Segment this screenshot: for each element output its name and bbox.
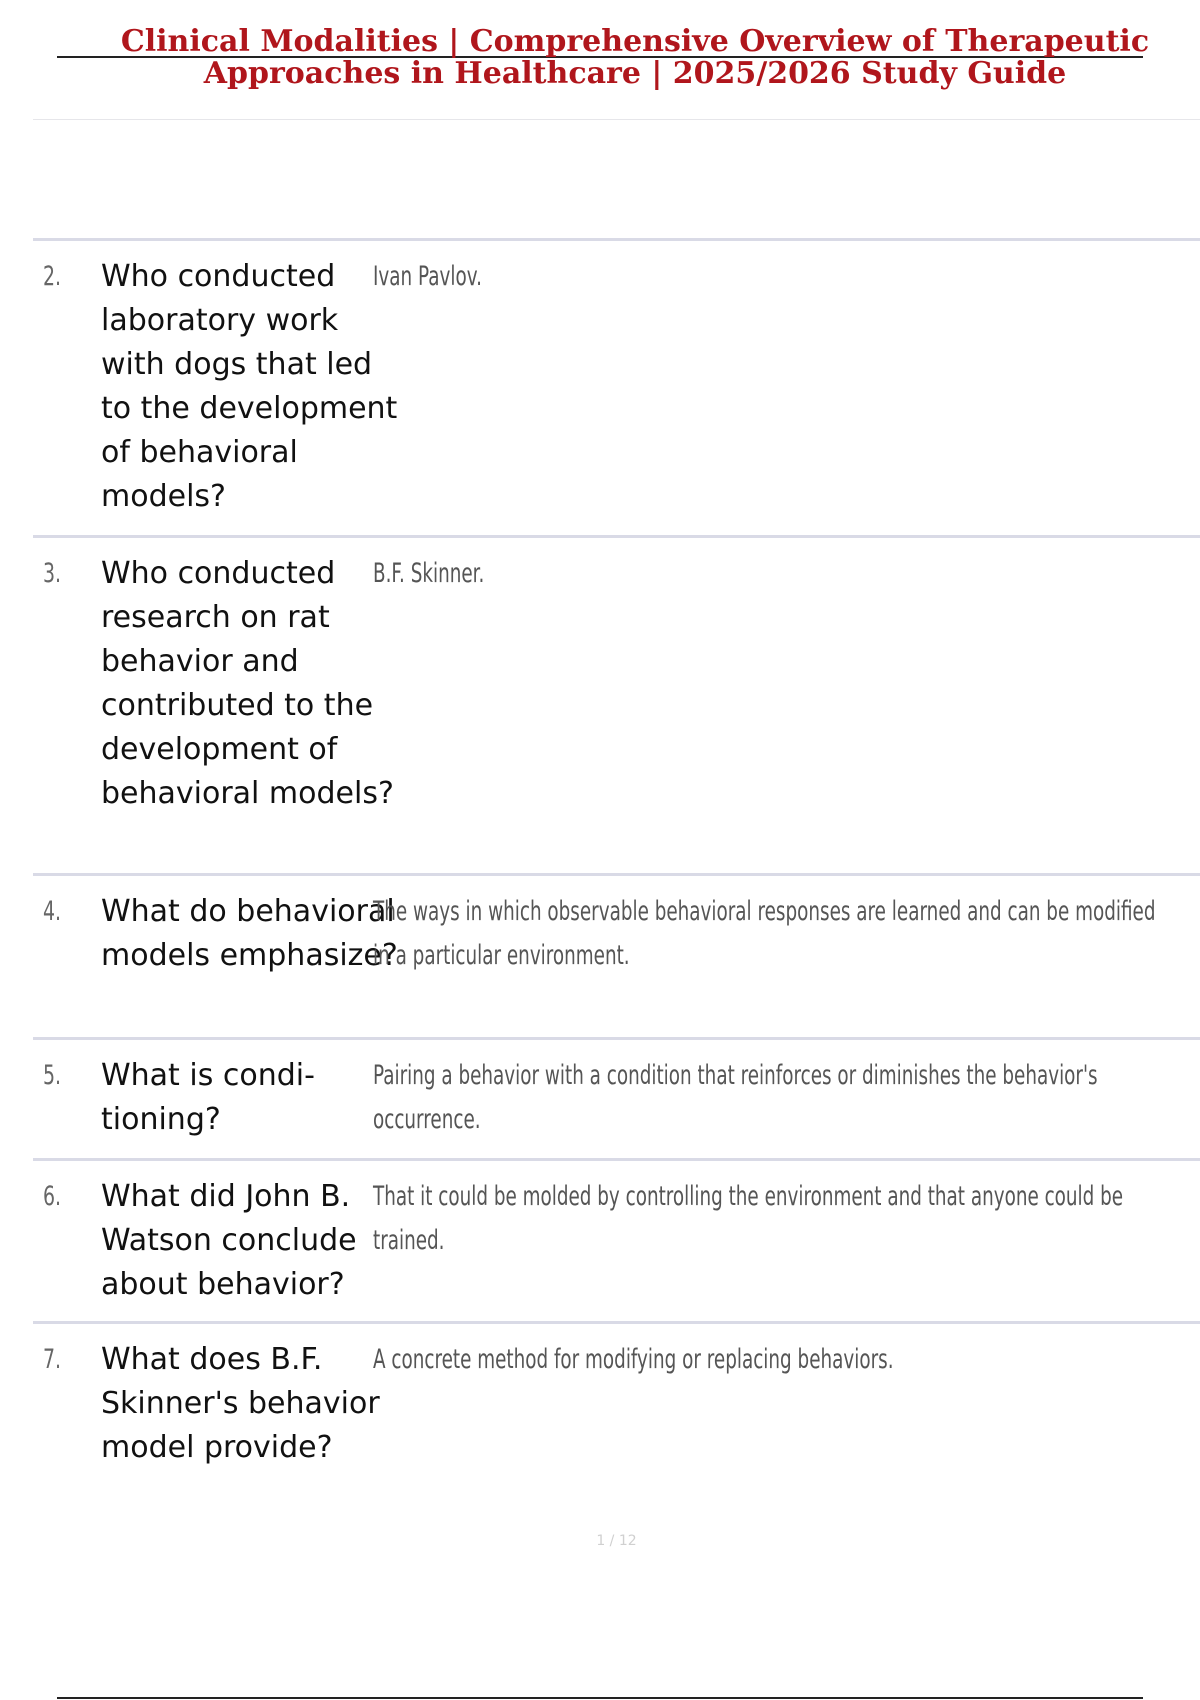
qa-table [33, 238, 1200, 1531]
title-divider [33, 119, 1200, 120]
page-number: 1 / 12 [596, 1533, 637, 1549]
answer-text: Pairing a behavior with a condition that reinforces or diminishes the behavior's occurrence. [373, 1060, 1098, 1135]
question-text: What did John B. Watson conclude about behavior? [101, 1179, 357, 1302]
qa-row [33, 535, 1200, 873]
question-number: 4. [43, 896, 62, 927]
question-number: 6. [43, 1181, 62, 1212]
question-text: What does B.F. Skinner's behavior model provide? [101, 1342, 380, 1465]
question-number: 5. [43, 1060, 62, 1091]
question-number: 3. [43, 558, 62, 589]
question-text: What do behavioral models emphasize? [101, 894, 398, 973]
qa-row [33, 1321, 1200, 1531]
bottom-rule [57, 1697, 1143, 1699]
answer-text: A concrete method for modifying or replacing behaviors. [373, 1344, 894, 1375]
question-text: Who conducted research on rat behavior and contributed to the development of behavioral models? [101, 556, 394, 811]
question-number: 7. [43, 1344, 62, 1375]
document-title: Clinical Modalities | Comprehensive Overview of Therapeutic Approaches in Healthcare | 2025/2026 Study Guide [120, 24, 1150, 91]
answer-text: Ivan Pavlov. [373, 261, 482, 292]
answer-text: B.F. Skinner. [373, 558, 485, 589]
qa-row [33, 1158, 1200, 1321]
question-text: What is conditioning? [101, 1058, 315, 1137]
question-number: 2. [43, 261, 62, 292]
question-text: Who conducted laboratory work with dogs that led to the development of behavioral models? [101, 259, 398, 514]
qa-row [33, 1037, 1200, 1158]
answer-text: That it could be molded by controlling the environment and that anyone could be trained. [373, 1181, 1124, 1256]
answer-text: The ways in which observable behavioral responses are learned and can be modified in a particular environment. [373, 896, 1156, 971]
qa-row [33, 873, 1200, 1037]
qa-row [33, 238, 1200, 535]
